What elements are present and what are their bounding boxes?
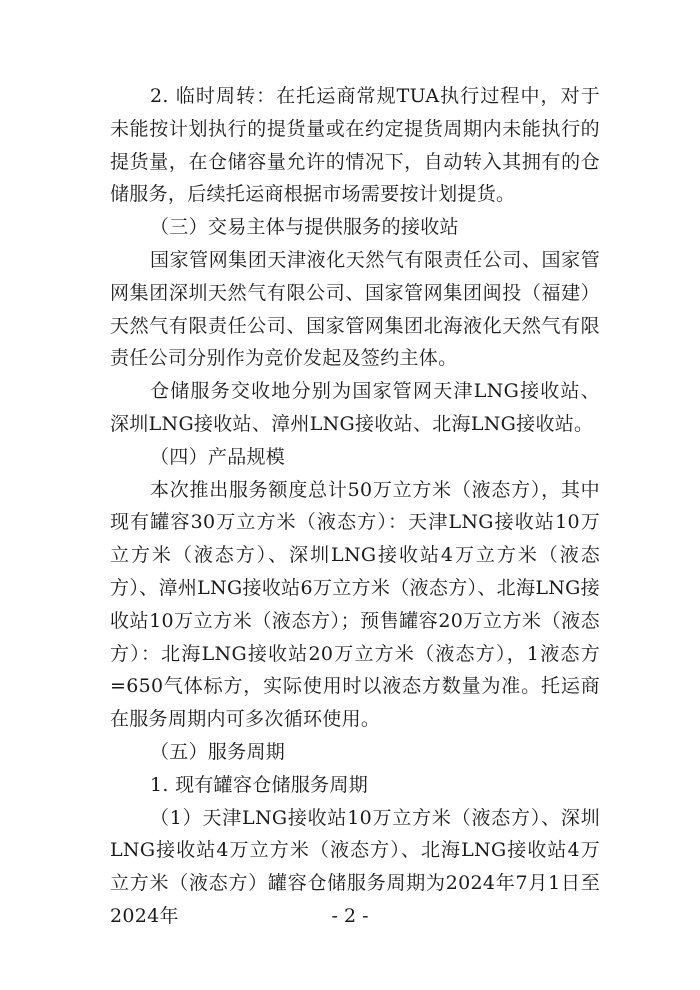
page-number: - 2 - [331, 905, 369, 927]
section-heading-product-scale: （四）产品规模 [150, 445, 286, 468]
document-body [110, 80, 600, 933]
paragraph-delivery-locations: 仓储服务交收地分别为国家管网天津LNG接收站、深圳LNG接收站、漳州LNG接收站、北海LNG接收站。 [110, 380, 600, 435]
paragraph-temporary-turnover: 2. 临时周转：在托运商常规TUA执行过程中，对于未能按计划执行的提货量或在约定提货周期内未能执行的提货量，在仓储容量允许的情况下，自动转入其拥有的仓储服务，后续托运商根据市场需要按计划提货。 [110, 85, 600, 206]
paragraph-existing-capacity-period: （1）天津LNG接收站10万立方米（液态方）、深圳LNG接收站4万立方米（液态方）、北海LNG接收站4万立方米（液态方）罐容仓储服务周期为2024年7月1日至2024年 [110, 806, 600, 927]
section-heading-trading-entities: （三）交易主体与提供服务的接收站 [150, 216, 459, 239]
subsection-heading-existing-capacity-period: 1. 现有罐容仓储服务周期 [150, 773, 369, 796]
section-heading-service-period: （五）服务周期 [150, 740, 286, 763]
paragraph-product-scale: 本次推出服务额度总计50万立方米（液态方），其中现有罐容30万立方米（液态方）：天津LNG接收站10万立方米（液态方）、深圳LNG接收站4万立方米（液态方）、漳州LNG接收站6万立方米（液态方）、北海LNG接收站10万立方米（液态方）；预售罐容20万立方米（液态方）：北海LNG接收站20万立方米（液态方），1液态方=650气体标方，实际使用时以液态方数量为准。托运商在服务周期内可多次循环使用。 [110, 478, 600, 731]
paragraph-signing-entities: 国家管网集团天津液化天然气有限责任公司、国家管网集团深圳天然气有限公司、国家管网集团闽投（福建）天然气有限责任公司、国家管网集团北海液化天然气有限责任公司分别作为竞价发起及签约主体。 [110, 248, 600, 370]
